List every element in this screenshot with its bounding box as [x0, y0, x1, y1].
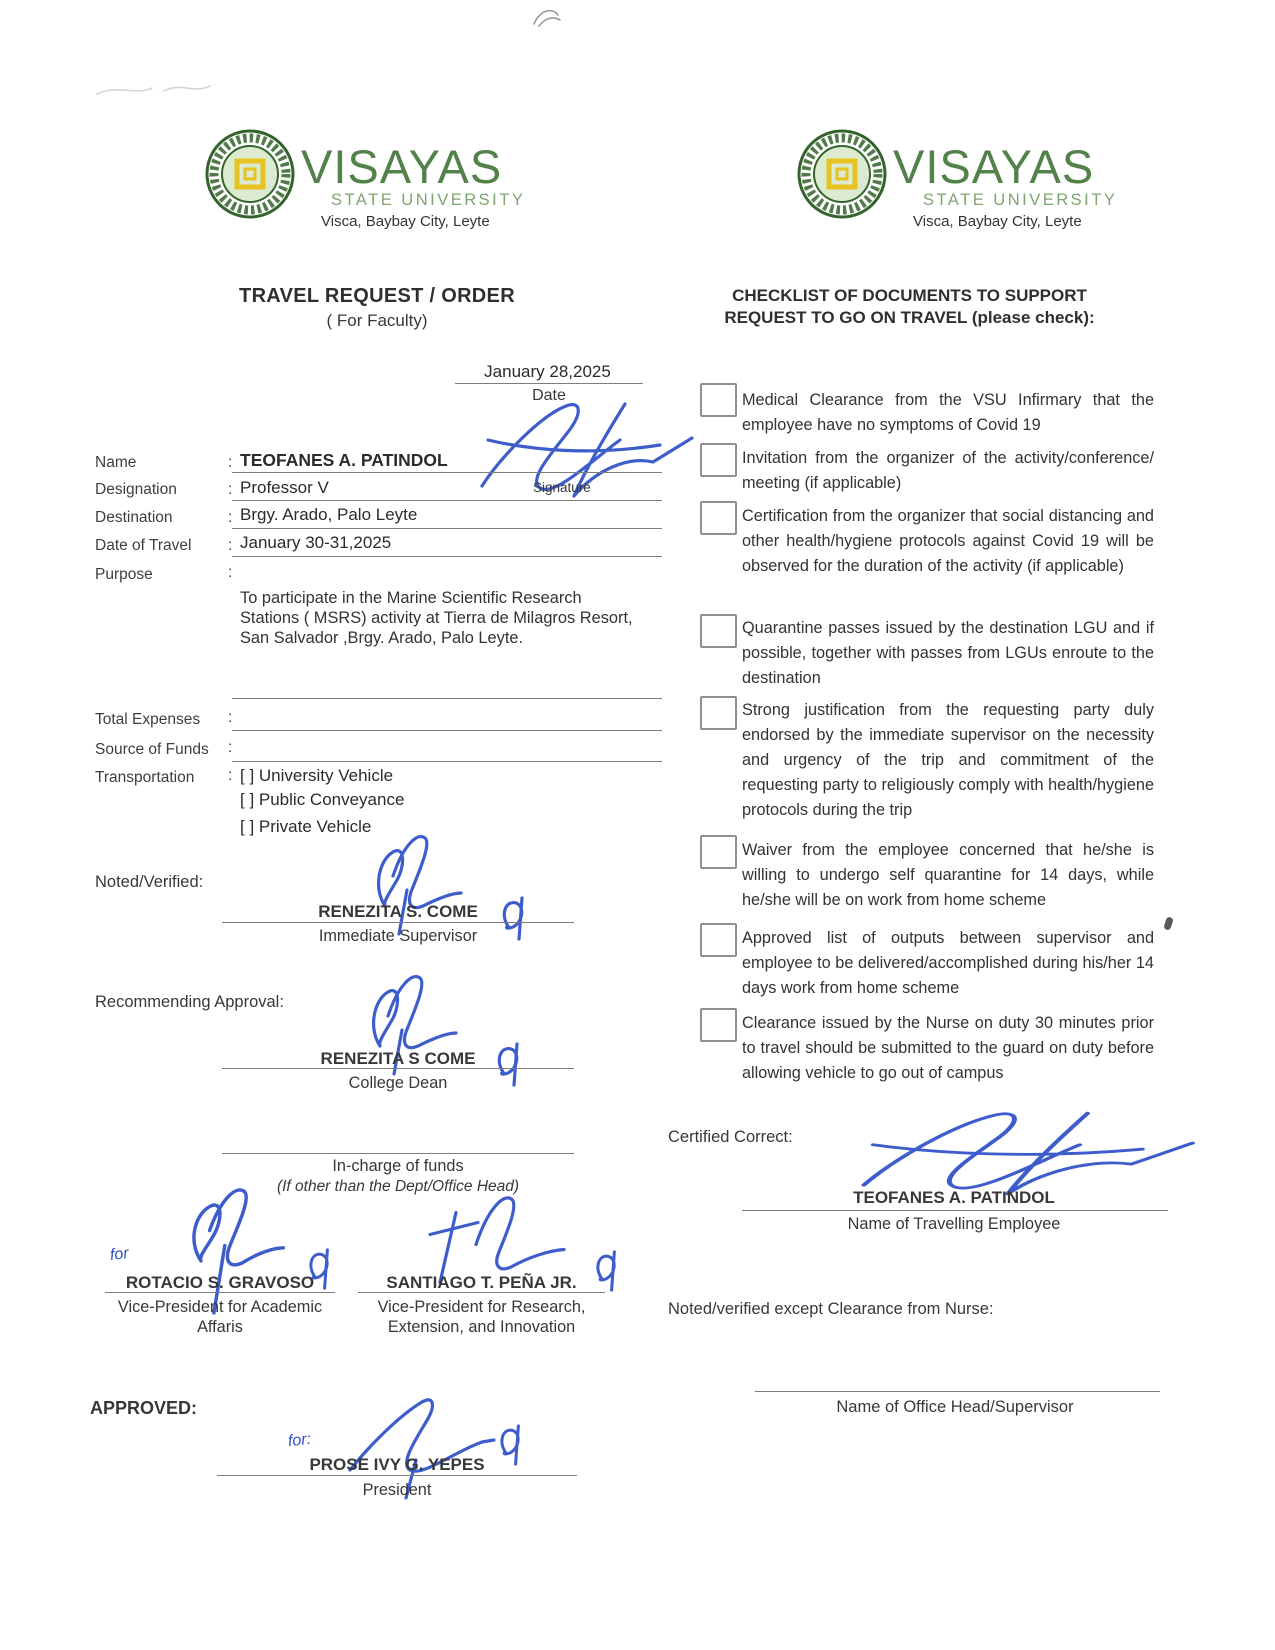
university-location: Visca, Baybay City, Leyte — [913, 213, 1082, 230]
approved-label: APPROVED: — [90, 1398, 198, 1418]
checkbox — [700, 1008, 737, 1042]
noted-except-label: Noted/verified except Clearance from Nurse: — [668, 1300, 994, 1318]
checklist-item: Strong justification from the requesting party duly endorsed by the immediate supervisor on the necessity and urgency of the trip and commitment of the requesting party to religiously comply with health/hygiene protocols during the trip — [742, 701, 1154, 819]
vp-academic-title-line2: Affaris — [197, 1318, 243, 1336]
checklist-item: Clearance issued by the Nurse on duty 30 minutes prior to travel should be submitted to the guard on duty before allowing vehicle to go out of campus — [742, 1014, 1154, 1082]
checkbox — [700, 835, 737, 869]
checklist-item: Waiver from the employee concerned that he/she is willing to undergo self quarantine for 14 days, while he/she will be on work from home scheme — [742, 841, 1154, 909]
purpose-text: To participate in the Marine Scientific Research Stations ( MSRS) activity at Tierra de Milagros Resort, San Salvador ,Brgy. Arado, Palo Leyte. — [240, 589, 633, 647]
field-line — [232, 761, 662, 762]
dean-title: College Dean — [348, 1074, 448, 1092]
checkbox — [700, 923, 737, 957]
checklist-item: Quarantine passes issued by the destination LGU and if possible, together with passes from LGUs enroute to the destination — [742, 619, 1154, 687]
signature-line — [358, 1292, 605, 1293]
scan-artifact — [530, 4, 564, 30]
signature-line — [742, 1210, 1168, 1211]
field-label-designation: Designation — [95, 481, 177, 498]
university-seal-icon — [204, 128, 296, 220]
field-label-name: Name — [95, 454, 137, 471]
field-line — [232, 528, 662, 529]
certified-correct-label: Certified Correct: — [668, 1128, 793, 1146]
noted-verified-label: Noted/Verified: — [95, 873, 204, 891]
field-label-transportation: Transportation — [95, 769, 195, 786]
travelling-employee-line-label: Name of Travelling Employee — [847, 1215, 1061, 1233]
signature-line — [217, 1475, 577, 1476]
blank-line — [232, 698, 662, 699]
scan-artifact — [1163, 916, 1174, 931]
supervisor-title: Immediate Supervisor — [318, 927, 478, 945]
supervisor-name: RENEZITA S. COME — [318, 902, 478, 921]
checkbox — [700, 696, 737, 730]
handwritten-for: for — [109, 1245, 130, 1264]
university-location: Visca, Baybay City, Leyte — [321, 213, 490, 230]
handwritten-for-colon: for: — [287, 1430, 312, 1451]
signature-line — [222, 922, 574, 923]
office-head-line-label: Name of Office Head/Supervisor — [836, 1398, 1074, 1416]
checkbox — [700, 383, 737, 417]
scan-artifact — [92, 76, 222, 104]
field-value-destination: Brgy. Arado, Palo Leyte — [240, 505, 418, 524]
vp-research-name: SANTIAGO T. PEÑA JR. — [386, 1273, 577, 1292]
checkbox — [700, 443, 737, 477]
form-subtitle: ( For Faculty) — [326, 311, 428, 330]
checklist-item: Certification from the organizer that social distancing and other health/hygiene protocols against Covid 19 will be observed for the duration of the activity (if applicable) — [742, 507, 1154, 575]
university-wordmark-sub: STATE UNIVERSITY — [331, 191, 526, 209]
form-title: TRAVEL REQUEST / ORDER — [239, 285, 515, 307]
signature-line — [222, 1153, 574, 1154]
university-wordmark-sub: STATE UNIVERSITY — [923, 191, 1118, 209]
recommending-approval-label: Recommending Approval: — [95, 993, 284, 1011]
vp-academic-title-line1: Vice-President for Academic — [117, 1298, 323, 1316]
university-seal-icon — [796, 128, 888, 220]
field-line — [232, 730, 662, 731]
checklist-title-line1: CHECKLIST OF DOCUMENTS TO SUPPORT — [732, 286, 1087, 305]
transport-option-private-vehicle: [ ] Private Vehicle — [240, 817, 372, 836]
transport-option-university-vehicle: [ ] University Vehicle — [240, 766, 394, 785]
colon: : — [228, 481, 233, 498]
signature-label: Signature — [533, 480, 591, 495]
colon: : — [228, 537, 233, 554]
president-name: PROSE IVY G. YEPES — [309, 1455, 485, 1474]
field-label-destination: Destination — [95, 509, 173, 526]
checklist-item: Medical Clearance from the VSU Infirmary that the employee have no symptoms of Covid 19 — [742, 391, 1154, 434]
date-label: Date — [532, 387, 566, 404]
vp-academic-signature — [168, 1185, 288, 1315]
colon: : — [228, 454, 233, 471]
signature-line — [755, 1391, 1160, 1392]
checkbox — [700, 614, 737, 648]
university-wordmark: VISAYAS — [301, 140, 503, 193]
transport-option-public-conveyance: [ ] Public Conveyance — [240, 790, 405, 809]
checklist-item: Approved list of outputs between supervisor and employee to be delivered/accomplished during his/her 14 days work from home scheme — [742, 929, 1154, 997]
field-value-date-of-travel: January 30-31,2025 — [240, 533, 392, 552]
field-label-source-of-funds: Source of Funds — [95, 741, 209, 758]
date-value: January 28,2025 — [484, 362, 611, 381]
colon: : — [228, 709, 233, 726]
colon: : — [228, 767, 233, 784]
president-title: President — [362, 1481, 432, 1499]
colon: : — [228, 564, 233, 581]
incharge-note: (If other than the Dept/Office Head) — [276, 1178, 520, 1195]
field-value-name: TEOFANES A. PATINDOL — [240, 450, 448, 470]
field-value-designation: Professor V — [240, 478, 329, 497]
field-label-total-expenses: Total Expenses — [95, 711, 201, 728]
vp-research-title-line1: Vice-President for Research, — [377, 1298, 586, 1316]
employee-signature — [845, 1108, 1205, 1200]
date-line — [455, 383, 643, 384]
vp-academic-name: ROTACIO S. GRAVOSO — [125, 1273, 315, 1292]
checkbox — [700, 501, 737, 535]
signature-line — [222, 1068, 574, 1069]
colon: : — [228, 509, 233, 526]
colon: : — [228, 739, 233, 756]
field-label-date-of-travel: Date of Travel — [95, 537, 192, 554]
vp-research-title-line2: Extension, and Innovation — [387, 1318, 576, 1336]
field-line — [232, 556, 662, 557]
checklist-item: Invitation from the organizer of the activity/conference/ meeting (if applicable) — [742, 449, 1154, 492]
travelling-employee-name: TEOFANES A. PATINDOL — [853, 1188, 1055, 1207]
checklist-title-line2: REQUEST TO GO ON TRAVEL (please check): — [724, 308, 1095, 327]
supervisor-signature — [355, 828, 465, 940]
signature-line — [105, 1292, 335, 1293]
university-wordmark: VISAYAS — [893, 140, 1095, 193]
incharge-label: In-charge of funds — [332, 1157, 464, 1175]
field-line — [232, 472, 662, 473]
dean-name: RENEZITA S COME — [320, 1049, 476, 1068]
field-label-purpose: Purpose — [95, 566, 153, 583]
field-line — [232, 500, 662, 501]
